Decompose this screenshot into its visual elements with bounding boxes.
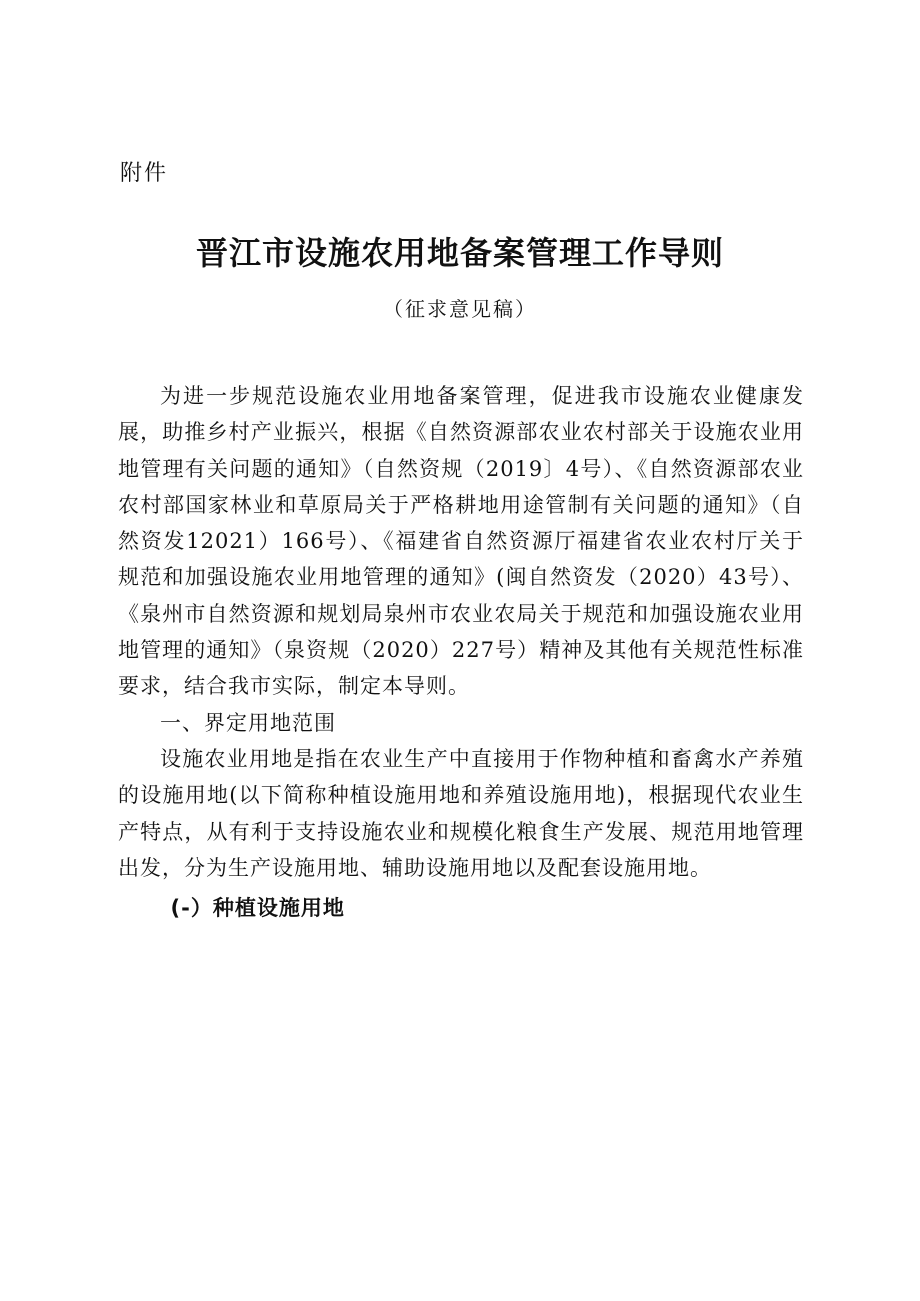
document-subtitle: （征求意见稿） <box>383 297 537 321</box>
document-body <box>118 378 804 926</box>
subsection-heading-planting: (-）种植设施用地 <box>170 896 345 921</box>
attachment-label: 附件 <box>120 161 169 186</box>
section-paragraph-scope: 设施农业用地是指在农业生产中直接用于作物种植和畜禽水产养殖的设施用地(以下简称种植设施用地和养殖设施用地)，根据现代农业生产特点，从有利于支持设施农业和规模化粮食生产发展、规范用地管理出发，分为生产设施用地、辅助设施用地以及配套设施用地。 <box>118 746 804 880</box>
section-heading-scope: 一、界定用地范围 <box>160 710 336 735</box>
intro-paragraph: 为进一步规范设施农业用地备案管理，促进我市设施农业健康发展，助推乡村产业振兴，根据《自然资源部农业农村部关于设施农业用地管理有关问题的通知》（自然资规（2019〕4号）、《自然资源部农业农村部国家林业和草原局关于严格耕地用途管制有关问题的通知》（自然资发12021）166号）、《福建省自然资源厅福建省农业农村厅关于规范和加强设施农业用地管理的通知》(闽自然资发（2020）43号）、《泉州市自然资源和规划局泉州市农业农局关于规范和加强设施农业用地管理的通知》（泉资规（2020）227号）精神及其他有关规范性标准要求，结合我市实际，制定本导则。 <box>118 384 804 699</box>
document-title: 晋江市设施农用地备案管理工作导则 <box>195 234 724 272</box>
